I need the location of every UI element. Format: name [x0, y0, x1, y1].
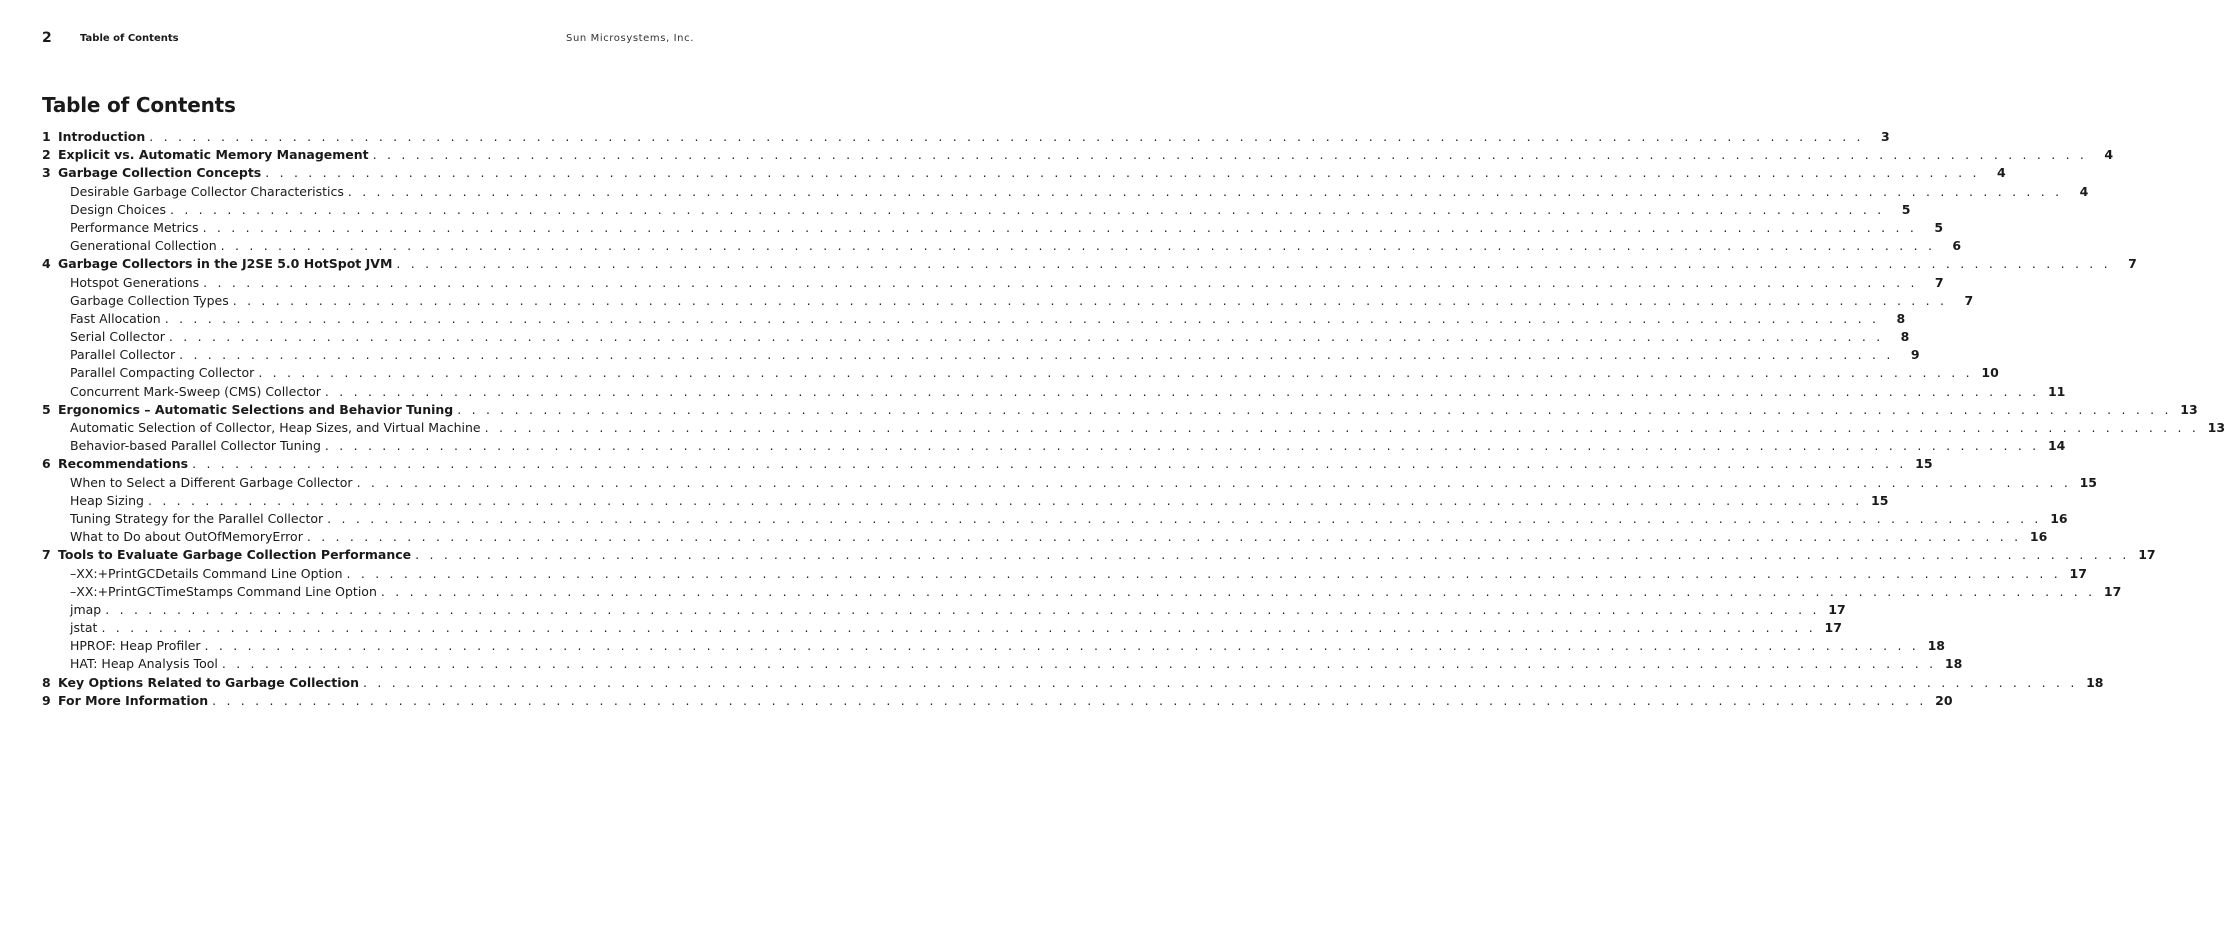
toc-section-entry[interactable]	[42, 492, 1889, 510]
toc-entry-label: Garbage Collection Types	[70, 292, 229, 308]
toc-entry-number: 9	[42, 692, 51, 708]
toc-section-entry[interactable]	[42, 383, 2066, 401]
toc-entry-page-number: 13	[2207, 420, 2225, 435]
toc-entry-page-number: 11	[2047, 383, 2066, 399]
dot-leader: . . . . . . . . . . . . . . . . . . . . . . . . . . . . . . . . . . . . . . . . . . . . . . . . . . . . . . . . . . . . . . . . . . . . . . . . . . . . . . . . . . . . . . . . . . . . . . . . . . . . . . . . . . . . . . . . . . . . . . . .	[105, 601, 1820, 617]
toc-entry-label: Heap Sizing	[70, 492, 144, 508]
dot-leader: . . . . . . . . . . . . . . . . . . . . . . . . . . . . . . . . . . . . . . . . . . . . . . . . . . . . . . . . . . . . . . . . . . . . . . . . . . . . . . . . . . . . . . . . . . . . . . . . . . . . . . . . . . . . . . . . . . . . . . . .	[265, 165, 1980, 181]
toc-entry-label: jstat	[70, 620, 98, 636]
dot-leader: . . . . . . . . . . . . . . . . . . . . . . . . . . . . . . . . . . . . . . . . . . . . . . . . . . . . . . . . . . . . . . . . . . . . . . . . . . . . . . . . . . . . . . . . . . . . . . . . . . . . . . . . . . . . . . . . . . . . . . . .	[101, 620, 1816, 636]
toc-entry-label: Explicit vs. Automatic Memory Management	[58, 147, 369, 163]
toc-entry-number: 7	[42, 547, 51, 563]
toc-entry-page-number: 17	[2069, 565, 2087, 581]
toc-entry-page-number: 18	[1927, 638, 1945, 654]
toc-section-entry[interactable]	[42, 510, 2068, 528]
toc-section-entry[interactable]	[42, 292, 1974, 310]
dot-leader: . . . . . . . . . . . . . . . . . . . . . . . . . . . . . . . . . . . . . . . . . . . . . . . . . . . . . . . . . . . . . . . . . . . . . . . . . . . . . . . . . . . . . . . . . . . . . . . . . . . . . . . . . . . . . . . . . . . . . . . .	[212, 692, 1927, 708]
toc-section-entry[interactable]	[42, 201, 1911, 219]
toc-chapter-entry[interactable]	[42, 128, 1890, 146]
toc-entry-label: Behavior-based Parallel Collector Tuning	[70, 438, 321, 454]
toc-entry-page-number: 13	[2180, 401, 2198, 417]
toc-entry-page-number: 4	[1997, 165, 2006, 181]
toc-chapter-entry[interactable]	[42, 401, 2198, 419]
toc-chapter-entry[interactable]	[42, 164, 2006, 182]
toc-section-entry[interactable]	[42, 474, 2098, 492]
dot-leader: . . . . . . . . . . . . . . . . . . . . . . . . . . . . . . . . . . . . . . . . . . . . . . . . . . . . . . . . . . . . . . . . . . . . . . . . . . . . . . . . . . . . . . . . . . . . . . . . . . . . . . . . . . . . . . . . . . . . . . . .	[204, 638, 1919, 654]
toc-entry-label: For More Information	[58, 692, 209, 708]
dot-leader: . . . . . . . . . . . . . . . . . . . . . . . . . . . . . . . . . . . . . . . . . . . . . . . . . . . . . . . . . . . . . . . . . . . . . . . . . . . . . . . . . . . . . . . . . . . . . . . . . . . . . . . . . . . . . . . . . . . . . . . .	[363, 674, 2078, 690]
toc-entry-page-number: 14	[2047, 438, 2066, 454]
dot-leader: . . . . . . . . . . . . . . . . . . . . . . . . . . . . . . . . . . . . . . . . . . . . . . . . . . . . . . . . . . . . . . . . . . . . . . . . . . . . . . . . . . . . . . . . . . . . . . . . . . . . . . . . . . . . . . . . . . . . . . . .	[164, 310, 1880, 326]
toc-section-entry[interactable]	[42, 183, 2089, 201]
toc-section-entry[interactable]	[42, 274, 1944, 292]
toc-section-entry[interactable]	[42, 219, 1944, 237]
dot-leader: . . . . . . . . . . . . . . . . . . . . . . . . . . . . . . . . . . . . . . . . . . . . . . . . . . . . . . . . . . . . . . . . . . . . . . . . . . . . . . . . . . . . . . . . . . . . . . . . . . . . . . . . . . . . . . . . . . . . . . . .	[169, 201, 1885, 217]
toc-section-entry[interactable]	[42, 583, 2122, 601]
toc-entry-page-number: 15	[1871, 492, 1889, 508]
toc-entry-page-number: 16	[2050, 510, 2068, 526]
toc-section-entry[interactable]	[42, 310, 1906, 328]
dot-leader: . . . . . . . . . . . . . . . . . . . . . . . . . . . . . . . . . . . . . . . . . . . . . . . . . . . . . . . . . . . . . . . . . . . . . . . . . . . . . . . . . . . . . . . . . . . . . . . . . . . . . . . . . . . . . . . . . . . . . . . .	[149, 129, 1864, 144]
toc-entry-label: Fast Allocation	[70, 310, 161, 326]
toc-entry-page-number: 8	[1896, 310, 1906, 326]
header-company-name: Sun Microsystems, Inc.	[566, 32, 694, 44]
toc-entry-page-number: 7	[1934, 274, 1944, 290]
toc-entry-page-number: 15	[1915, 456, 1933, 472]
dot-leader: . . . . . . . . . . . . . . . . . . . . . . . . . . . . . . . . . . . . . . . . . . . . . . . . . . . . . . . . . . . . . . . . . . . . . . . . . . . . . . . . . . . . . . . . . . . . . . . . . . . . . . . . . . . . . . . . . . . . . . . .	[306, 529, 2022, 545]
toc-section-entry[interactable]	[42, 419, 2225, 437]
toc-entry-page-number: 3	[1881, 129, 1890, 144]
toc-entry-label: Parallel Compacting Collector	[70, 365, 255, 381]
toc-section-entry[interactable]	[42, 346, 1920, 364]
dot-leader: . . . . . . . . . . . . . . . . . . . . . . . . . . . . . . . . . . . . . . . . . . . . . . . . . . . . . . . . . . . . . . . . . . . . . . . . . . . . . . . . . . . . . . . . . . . . . . . . . . . . . . . . . . . . . . . . . . . . . . . .	[192, 456, 1907, 472]
toc-entry-label: Ergonomics – Automatic Selections and Behavior Tuning	[58, 401, 454, 417]
toc-entry-page-number: 7	[2128, 256, 2137, 272]
toc-section-entry[interactable]	[42, 601, 1846, 619]
toc-entry-page-number: 16	[2029, 529, 2048, 545]
toc-entry-label: Tuning Strategy for the Parallel Collector	[70, 510, 324, 526]
toc-entry-number: 8	[42, 674, 51, 690]
toc-chapter-entry[interactable]	[42, 692, 1953, 710]
toc-entry-label: Tools to Evaluate Garbage Collection Performance	[58, 547, 412, 563]
toc-entry-label: Recommendations	[58, 456, 189, 472]
toc-entry-page-number: 18	[2086, 674, 2104, 690]
toc-section-entry[interactable]	[42, 637, 1945, 655]
toc-section-entry[interactable]	[42, 655, 1963, 673]
toc-entry-label: –XX:+PrintGCTimeStamps Command Line Option	[70, 583, 377, 599]
toc-entry-label: Hotspot Generations	[70, 274, 200, 290]
dot-leader: . . . . . . . . . . . . . . . . . . . . . . . . . . . . . . . . . . . . . . . . . . . . . . . . . . . . . . . . . . . . . . . . . . . . . . . . . . . . . . . . . . . . . . . . . . . . . . . . . . . . . . . . . . . . . . . . . . . . . . . .	[346, 565, 2061, 581]
toc-entry-label: Concurrent Mark-Sweep (CMS) Collector	[70, 383, 321, 399]
toc-entry-label: jmap	[70, 601, 102, 617]
toc-section-entry[interactable]	[42, 619, 1842, 637]
toc-chapter-entry[interactable]	[42, 455, 1933, 473]
toc-entry-label: Introduction	[58, 129, 146, 144]
toc-entry-label: Parallel Collector	[70, 347, 176, 363]
toc-entry-page-number: 17	[1828, 601, 1846, 617]
dot-leader: . . . . . . . . . . . . . . . . . . . . . . . . . . . . . . . . . . . . . . . . . . . . . . . . . . . . . . . . . . . . . . . . . . . . . . . . . . . . . . . . . . . . . . . . . . . . . . . . . . . . . . . . . . . . . . . . . . . . . . . .	[484, 420, 2200, 435]
toc-entry-label: When to Select a Different Garbage Collector	[70, 474, 353, 490]
toc-section-entry[interactable]	[42, 364, 1999, 382]
toc-entry-page-number: 10	[1981, 365, 1999, 381]
dot-leader: . . . . . . . . . . . . . . . . . . . . . . . . . . . . . . . . . . . . . . . . . . . . . . . . . . . . . . . . . . . . . . . . . . . . . . . . . . . . . . . . . . . . . . . . . . . . . . . . . . . . . . . . . . . . . . . . . . . . . . . .	[324, 438, 2040, 454]
toc-entry-page-number: 17	[1824, 620, 1842, 636]
dot-leader: . . . . . . . . . . . . . . . . . . . . . . . . . . . . . . . . . . . . . . . . . . . . . . . . . . . . . . . . . . . . . . . . . . . . . . . . . . . . . . . . . . . . . . . . . . . . . . . . . . . . . . . . . . . . . . . . . . . . . . . .	[258, 365, 1973, 381]
toc-section-entry[interactable]	[42, 328, 1910, 346]
dot-leader: . . . . . . . . . . . . . . . . . . . . . . . . . . . . . . . . . . . . . . . . . . . . . . . . . . . . . . . . . . . . . . . . . . . . . . . . . . . . . . . . . . . . . . . . . . . . . . . . . . . . . . . . . . . . . . . . . . . . . . . .	[221, 656, 1937, 672]
toc-entry-label: Desirable Garbage Collector Characteristics	[70, 183, 344, 199]
dot-leader: . . . . . . . . . . . . . . . . . . . . . . . . . . . . . . . . . . . . . . . . . . . . . . . . . . . . . . . . . . . . . . . . . . . . . . . . . . . . . . . . . . . . . . . . . . . . . . . . . . . . . . . . . . . . . . . . . . . . . . . .	[415, 547, 2130, 563]
toc-entry-number: 5	[42, 401, 51, 417]
toc-entry-page-number: 17	[2138, 547, 2156, 563]
page-number: 2	[42, 30, 52, 46]
toc-entry-page-number: 7	[1964, 292, 1974, 308]
toc-entry-page-number: 20	[1935, 692, 1953, 708]
toc-entry-label: Garbage Collectors in the J2SE 5.0 HotSpot JVM	[58, 256, 393, 272]
toc-chapter-entry[interactable]	[42, 146, 2114, 164]
dot-leader: . . . . . . . . . . . . . . . . . . . . . . . . . . . . . . . . . . . . . . . . . . . . . . . . . . . . . . . . . . . . . . . . . . . . . . . . . . . . . . . . . . . . . . . . . . . . . . . . . . . . . . . . . . . . . . . . . . . . . . . .	[457, 401, 2172, 417]
toc-entry-page-number: 17	[2103, 583, 2122, 599]
dot-leader: . . . . . . . . . . . . . . . . . . . . . . . . . . . . . . . . . . . . . . . . . . . . . . . . . . . . . . . . . . . . . . . . . . . . . . . . . . . . . . . . . . . . . . . . . . . . . . . . . . . . . . . . . . . . . . . . . . . . . . . .	[232, 292, 1948, 308]
toc-entry-label: Design Choices	[70, 201, 166, 217]
toc-entry-label: Generational Collection	[70, 238, 217, 254]
toc-entry-label: HPROF: Heap Profiler	[70, 638, 201, 654]
toc-entry-label: Key Options Related to Garbage Collection	[58, 674, 360, 690]
toc-section-entry[interactable]	[42, 437, 2066, 455]
toc-section-entry[interactable]	[42, 565, 2087, 583]
toc-entry-label: HAT: Heap Analysis Tool	[70, 656, 218, 672]
toc-entry-page-number: 4	[2079, 183, 2089, 199]
toc-entry-number: 1	[42, 129, 51, 144]
toc-entry-page-number: 4	[2104, 147, 2114, 163]
dot-leader: . . . . . . . . . . . . . . . . . . . . . . . . . . . . . . . . . . . . . . . . . . . . . . . . . . . . . . . . . . . . . . . . . . . . . . . . . . . . . . . . . . . . . . . . . . . . . . . . . . . . . . . . . . . . . . . . . . . . . . . .	[324, 383, 2040, 399]
header-section-title: Table of Contents	[80, 32, 179, 44]
toc-entry-label: Serial Collector	[70, 329, 165, 345]
toc-entry-number: 4	[42, 256, 51, 272]
toc-chapter-entry[interactable]	[42, 255, 2137, 273]
dot-leader: . . . . . . . . . . . . . . . . . . . . . . . . . . . . . . . . . . . . . . . . . . . . . . . . . . . . . . . . . . . . . . . . . . . . . . . . . . . . . . . . . . . . . . . . . . . . . . . . . . . . . . . . . . . . . . . . . . . . . . . .	[356, 474, 2072, 490]
page-title: Table of Contents	[42, 93, 236, 117]
dot-leader: . . . . . . . . . . . . . . . . . . . . . . . . . . . . . . . . . . . . . . . . . . . . . . . . . . . . . . . . . . . . . . . . . . . . . . . . . . . . . . . . . . . . . . . . . . . . . . . . . . . . . . . . . . . . . . . . . . . . . . . .	[396, 256, 2111, 272]
dot-leader: . . . . . . . . . . . . . . . . . . . . . . . . . . . . . . . . . . . . . . . . . . . . . . . . . . . . . . . . . . . . . . . . . . . . . . . . . . . . . . . . . . . . . . . . . . . . . . . . . . . . . . . . . . . . . . . . . . . . . . . .	[327, 510, 2042, 526]
dot-leader: . . . . . . . . . . . . . . . . . . . . . . . . . . . . . . . . . . . . . . . . . . . . . . . . . . . . . . . . . . . . . . . . . . . . . . . . . . . . . . . . . . . . . . . . . . . . . . . . . . . . . . . . . . . . . . . . . . . . . . . .	[203, 274, 1918, 290]
toc-chapter-entry[interactable]	[42, 674, 2104, 692]
toc-chapter-entry[interactable]	[42, 546, 2156, 564]
toc-entry-page-number: 5	[1901, 201, 1911, 217]
toc-entry-label: What to Do about OutOfMemoryError	[70, 529, 303, 545]
toc-section-entry[interactable]	[42, 528, 2048, 546]
toc-entry-page-number: 8	[1900, 329, 1910, 345]
toc-section-entry[interactable]	[42, 237, 1962, 255]
toc-entry-number: 2	[42, 147, 51, 163]
toc-entry-label: –XX:+PrintGCDetails Command Line Option	[70, 565, 343, 581]
toc-entry-label: Automatic Selection of Collector, Heap Sizes, and Virtual Machine	[70, 420, 481, 435]
running-header	[42, 28, 694, 48]
dot-leader: . . . . . . . . . . . . . . . . . . . . . . . . . . . . . . . . . . . . . . . . . . . . . . . . . . . . . . . . . . . . . . . . . . . . . . . . . . . . . . . . . . . . . . . . . . . . . . . . . . . . . . . . . . . . . . . . . . . . . . . .	[372, 147, 2088, 163]
dot-leader: . . . . . . . . . . . . . . . . . . . . . . . . . . . . . . . . . . . . . . . . . . . . . . . . . . . . . . . . . . . . . . . . . . . . . . . . . . . . . . . . . . . . . . . . . . . . . . . . . . . . . . . . . . . . . . . . . . . . . . . .	[202, 219, 1918, 235]
toc-entry-page-number: 5	[1934, 219, 1944, 235]
toc-entry-label: Garbage Collection Concepts	[58, 165, 262, 181]
dot-leader: . . . . . . . . . . . . . . . . . . . . . . . . . . . . . . . . . . . . . . . . . . . . . . . . . . . . . . . . . . . . . . . . . . . . . . . . . . . . . . . . . . . . . . . . . . . . . . . . . . . . . . . . . . . . . . . . . . . . . . . .	[147, 492, 1863, 508]
dot-leader: . . . . . . . . . . . . . . . . . . . . . . . . . . . . . . . . . . . . . . . . . . . . . . . . . . . . . . . . . . . . . . . . . . . . . . . . . . . . . . . . . . . . . . . . . . . . . . . . . . . . . . . . . . . . . . . . . . . . . . . .	[380, 583, 2096, 599]
dot-leader: . . . . . . . . . . . . . . . . . . . . . . . . . . . . . . . . . . . . . . . . . . . . . . . . . . . . . . . . . . . . . . . . . . . . . . . . . . . . . . . . . . . . . . . . . . . . . . . . . . . . . . . . . . . . . . . . . . . . . . . .	[179, 347, 1894, 363]
toc-entry-label: Performance Metrics	[70, 219, 199, 235]
toc-entry-page-number: 9	[1910, 347, 1920, 363]
toc-entry-page-number: 15	[2079, 474, 2098, 490]
toc-entry-number: 3	[42, 165, 51, 181]
toc-entry-number: 6	[42, 456, 51, 472]
toc-list	[42, 128, 2225, 710]
dot-leader: . . . . . . . . . . . . . . . . . . . . . . . . . . . . . . . . . . . . . . . . . . . . . . . . . . . . . . . . . . . . . . . . . . . . . . . . . . . . . . . . . . . . . . . . . . . . . . . . . . . . . . . . . . . . . . . . . . . . . . . .	[347, 183, 2063, 199]
dot-leader: . . . . . . . . . . . . . . . . . . . . . . . . . . . . . . . . . . . . . . . . . . . . . . . . . . . . . . . . . . . . . . . . . . . . . . . . . . . . . . . . . . . . . . . . . . . . . . . . . . . . . . . . . . . . . . . . . . . . . . . .	[220, 238, 1936, 254]
toc-entry-page-number: 18	[1944, 656, 1963, 672]
dot-leader: . . . . . . . . . . . . . . . . . . . . . . . . . . . . . . . . . . . . . . . . . . . . . . . . . . . . . . . . . . . . . . . . . . . . . . . . . . . . . . . . . . . . . . . . . . . . . . . . . . . . . . . . . . . . . . . . . . . . . . . .	[168, 329, 1884, 345]
toc-entry-page-number: 6	[1952, 238, 1962, 254]
